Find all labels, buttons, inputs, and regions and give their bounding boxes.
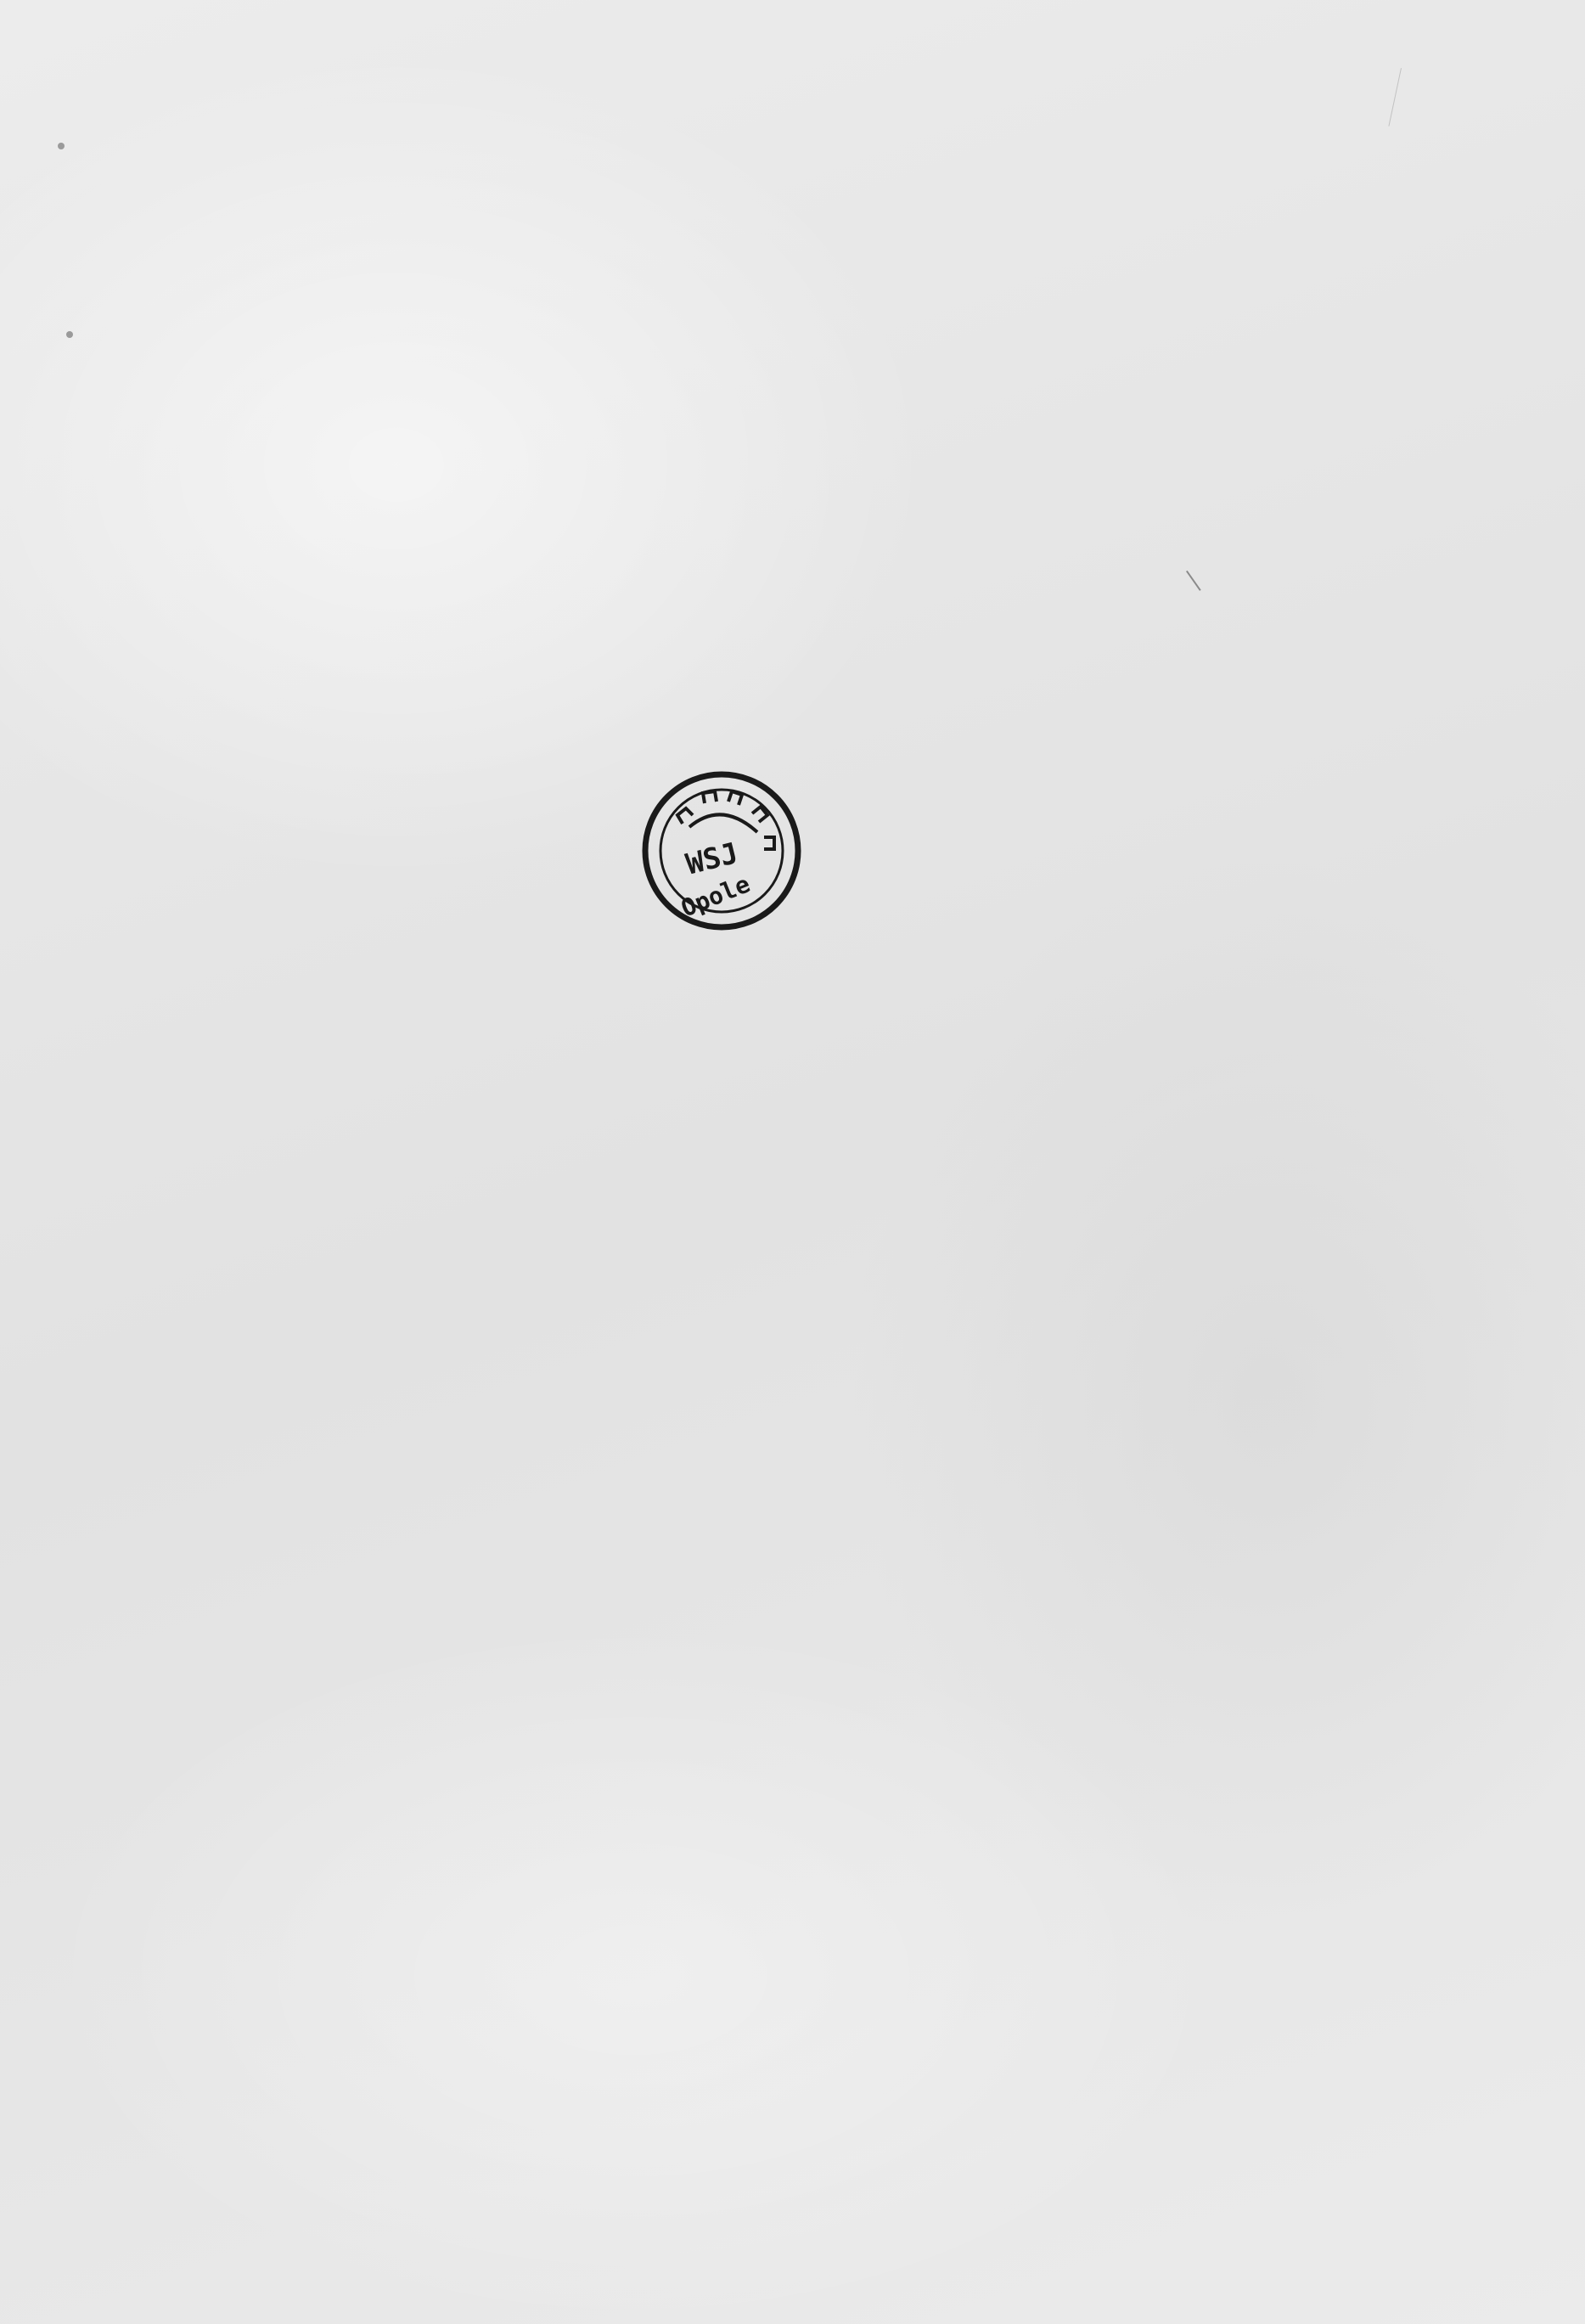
toc-entry-11: [110, 117, 1369, 168]
scan-scratch: [1388, 68, 1402, 127]
stamp-text-top: WSJ: [683, 836, 742, 882]
scan-speck: [58, 143, 65, 149]
toc-heading: [110, 584, 1369, 628]
toc-entry-13: [110, 584, 1369, 635]
scan-speck: [66, 331, 73, 338]
stamp-text-bottom: Opole: [677, 869, 755, 923]
toc-heading: [110, 307, 1369, 352]
toc-heading: [110, 117, 1369, 161]
toc-entry-12: [110, 307, 1369, 358]
library-stamp: [638, 766, 805, 936]
